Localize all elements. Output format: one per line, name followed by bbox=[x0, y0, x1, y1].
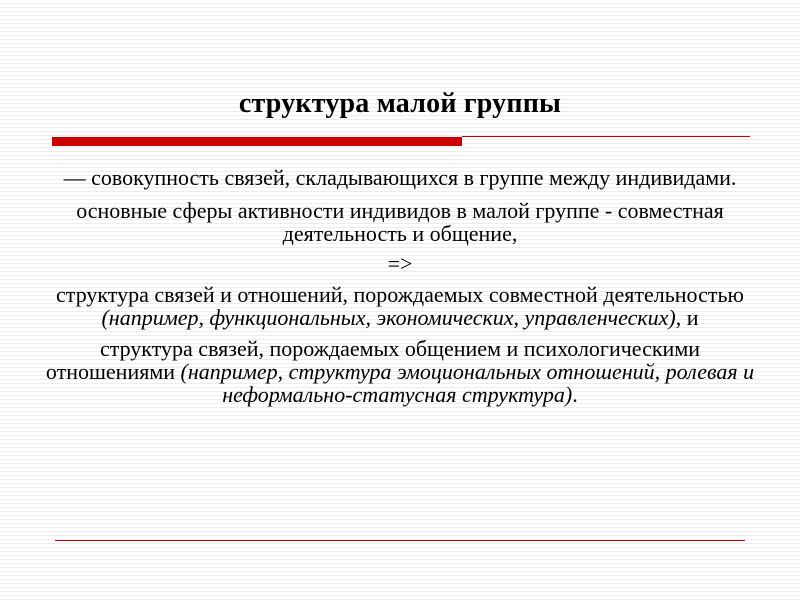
slide-title: структура малой группы bbox=[238, 88, 562, 119]
activity-spheres-text: основные сферы активности индивидов в малой группе - совместная деятельность и общение, bbox=[76, 198, 724, 246]
title-underline-line bbox=[462, 136, 750, 137]
title-underline-bar bbox=[52, 137, 462, 146]
communication-structure-text bbox=[40, 337, 760, 406]
joint-activity-main: структура связей и отношений, порождаемых совместной деятельностью bbox=[56, 282, 744, 307]
communication-main: структура связей, порождаемых общением и психологическими отношениями bbox=[45, 336, 701, 384]
joint-activity-tail: , и bbox=[675, 305, 699, 330]
bottom-divider-line bbox=[55, 540, 745, 541]
joint-activity-examples: (например, функциональных, экономических, управленческих) bbox=[101, 305, 676, 330]
definition-text: — совокупность связей, складывающихся в группе между индивидами. bbox=[63, 165, 737, 190]
arrow-text: => bbox=[387, 251, 413, 276]
communication-examples: (например, структура эмоциональных отношений, ролевая и неформально-статусная структура) bbox=[180, 359, 755, 407]
communication-tail: . bbox=[572, 382, 578, 407]
slide-body bbox=[40, 160, 760, 406]
joint-activity-structure-text bbox=[40, 283, 760, 329]
